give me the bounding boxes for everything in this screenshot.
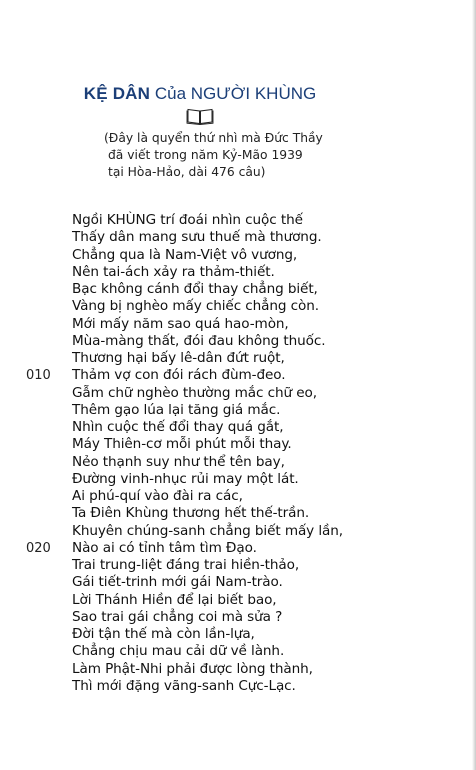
verse-line: [0, 229, 476, 246]
verse-number: 010: [26, 368, 51, 384]
verse-text: Ai phú-quí vào đài ra các,: [72, 488, 243, 504]
verse-text: Nẻo thạnh suy như thể tên bay,: [72, 453, 285, 470]
verse-text: Nhìn cuộc thế đổi thay quá gắt,: [72, 419, 284, 435]
verse-text: Thì mới đặng vãng-sanh Cực-Lạc.: [72, 677, 296, 694]
note-line: tại Hòa-Hảo, dài 476 câu): [108, 165, 266, 179]
verse-line: [0, 367, 476, 384]
verse-text: Máy Thiên-cơ mỗi phút mỗi thay.: [72, 436, 292, 453]
verse-text: Sao trai gái chẳng coi mà sửa ?: [72, 608, 283, 625]
verse-text: Gẫm chữ nghèo thường mắc chữ eo,: [72, 384, 317, 401]
title-bold-part: KỆ DÂN: [83, 84, 151, 103]
verse-text: Đường vinh-nhục rủi may một lát.: [72, 470, 299, 487]
verse-line: [0, 454, 476, 471]
title-normal-part: Của NGƯỜI KHÙNG: [154, 84, 317, 103]
verse-line: [0, 626, 476, 643]
verse-text: Chẳng chịu mau cải dữ về lành.: [72, 643, 285, 660]
verse-text: Mùa-màng thất, đói đau không thuốc.: [72, 332, 326, 349]
verse-line: [0, 609, 476, 626]
verse-line: [0, 419, 476, 436]
verse-text: Nào ai có tỉnh tâm tìm Đạo.: [72, 539, 257, 556]
verse-line: [0, 281, 476, 298]
verse-text: Ta Điên Khùng thương hết thế-trần.: [72, 505, 310, 522]
verse-text: Bạc không cánh đổi thay chẳng biết,: [72, 281, 318, 297]
verse-text: Mới mấy năm sao quá hao-mòn,: [72, 315, 289, 332]
verse-line: [0, 540, 476, 557]
verse-text: Thảm vợ con đói rách đùm-đeo.: [72, 367, 286, 384]
note-line: (Đây là quyển thứ nhì mà Đức Thầy: [104, 131, 323, 145]
page-title: [0, 84, 400, 104]
verse-line: [0, 264, 476, 281]
verse-line: [0, 661, 476, 678]
page-edge-shadow: [472, 0, 476, 770]
verse-text: Gái tiết-trinh mới gái Nam-trào.: [72, 574, 283, 591]
verse-line: [0, 574, 476, 591]
verse-list: [0, 212, 476, 695]
verse-text: Chẳng qua là Nam-Việt vô vương,: [72, 246, 298, 263]
verse-line: [0, 212, 476, 229]
book-note: [104, 130, 323, 181]
verse-line: [0, 333, 476, 350]
verse-text: Thấy dân mang sưu thuế mà thương.: [72, 229, 322, 246]
verse-text: Khuyên chúng-sanh chẳng biết mấy lần,: [72, 522, 343, 539]
verse-text: Thêm gạo lúa lại tăng giá mắc.: [72, 401, 281, 418]
verse-line: [0, 592, 476, 609]
verse-line: [0, 557, 476, 574]
verse-text: Làm Phật-Nhi phải được lòng thành,: [72, 660, 313, 677]
verse-line: [0, 298, 476, 315]
verse-line: [0, 436, 476, 453]
verse-line: [0, 316, 476, 333]
verse-line: [0, 385, 476, 402]
verse-text: Vàng bị nghèo mấy chiếc chẳng còn.: [72, 298, 320, 315]
verse-line: [0, 643, 476, 660]
verse-line: [0, 523, 476, 540]
note-line: đã viết trong năm Kỷ-Mão 1939: [108, 148, 303, 162]
verse-line: [0, 247, 476, 264]
verse-line: [0, 471, 476, 488]
verse-text: Thương hại bấy lê-dân đứt ruột,: [72, 350, 285, 366]
verse-text: Lời Thánh Hiền để lại biết bao,: [72, 591, 277, 608]
verse-line: [0, 678, 476, 695]
verse-number: 020: [26, 540, 51, 556]
open-book-icon: [186, 107, 214, 125]
verse-line: [0, 402, 476, 419]
verse-text: Ngồi KHÙNG trí đoái nhìn cuộc thế: [72, 212, 303, 228]
verse-line: [0, 505, 476, 522]
verse-text: Trai trung-liệt đáng trai hiền-thảo,: [72, 557, 300, 573]
verse-text: Nên tai-ách xảy ra thảm-thiết.: [72, 263, 275, 280]
verse-line: [0, 350, 476, 367]
verse-line: [0, 488, 476, 505]
verse-text: Đời tận thế mà còn lần-lựa,: [72, 626, 255, 642]
